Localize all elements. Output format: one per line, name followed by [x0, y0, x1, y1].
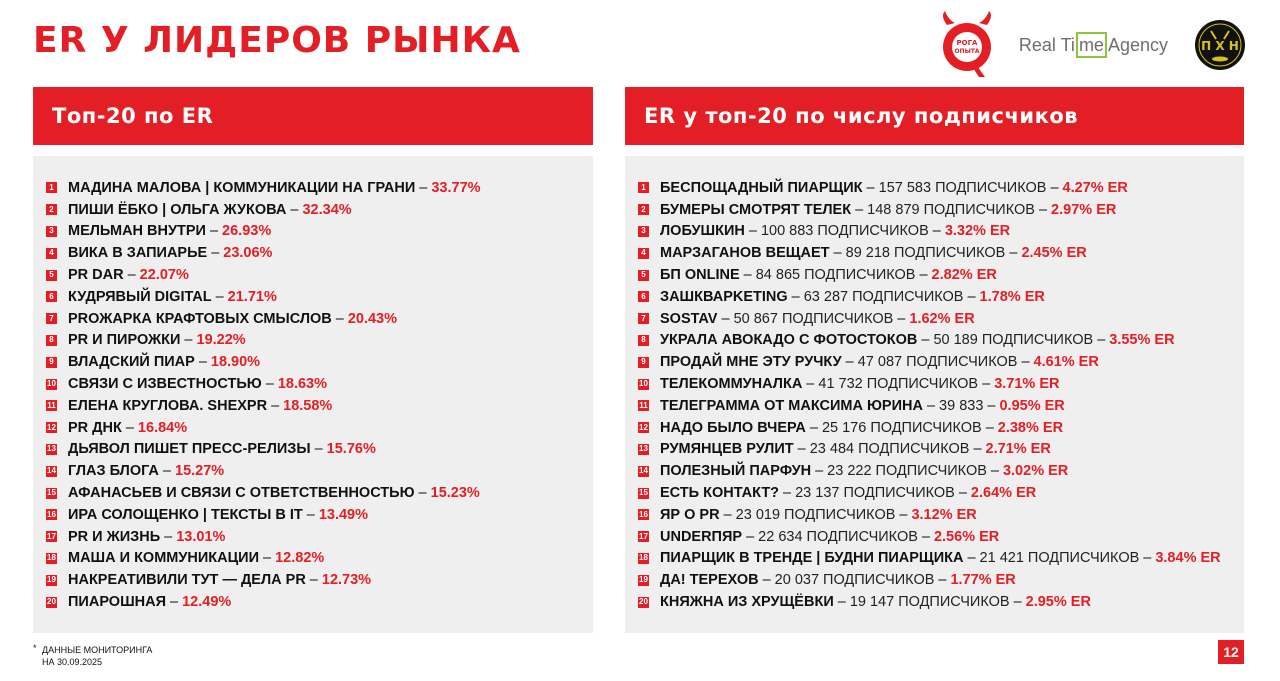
list-item: [46, 569, 593, 591]
list-item: [46, 286, 593, 308]
rank-badge: 12: [639, 422, 648, 432]
channel-name: КНЯЖНА ИЗ ХРУЩЁВКИ: [660, 594, 834, 611]
er-value: 23.06%: [223, 245, 273, 262]
separator-dash: –: [932, 223, 941, 240]
channel-name: МЕЛЬМАН ВНУТРИ: [68, 223, 206, 240]
list-item: [46, 482, 593, 504]
rank-badge: 18: [47, 553, 56, 563]
separator-dash: –: [806, 376, 815, 393]
footnote-line2: НА 30.09.2025: [42, 657, 103, 667]
separator-dash: –: [263, 550, 272, 567]
subscriber-count: 19 147 ПОДПИСЧИКОВ: [849, 594, 1010, 611]
svg-text:ОПЫТА: ОПЫТА: [954, 48, 980, 55]
er-value: 2.71% ER: [985, 441, 1051, 458]
rank-badge: 10: [47, 379, 56, 389]
er-value: 3.84% ER: [1155, 550, 1221, 567]
separator-dash: –: [211, 245, 220, 262]
rank-badge: 11: [47, 400, 56, 410]
rank-badge: 2: [46, 204, 57, 215]
er-value: 12.73%: [321, 572, 372, 589]
separator-dash: –: [866, 179, 875, 196]
page-title: ER У ЛИДЕРОВ РЫНКА: [33, 20, 521, 61]
separator-dash: –: [314, 441, 323, 458]
list-item: [46, 373, 593, 395]
separator-dash: –: [265, 376, 274, 393]
list-item: [638, 264, 1244, 286]
rta-box: [1076, 32, 1107, 58]
separator-dash: –: [309, 572, 318, 589]
rank-badge: 20: [639, 597, 648, 607]
separator-dash: –: [990, 463, 999, 480]
list-item: [638, 569, 1244, 591]
subscriber-count: 23 137 ПОДПИСЧИКОВ: [795, 485, 955, 502]
er-value: 1.77% ER: [950, 572, 1016, 589]
subscriber-count: 20 037 ПОДПИСЧИКОВ: [774, 572, 935, 589]
er-value: 2.45% ER: [1021, 245, 1087, 262]
er-value: 1.62% ER: [909, 310, 975, 327]
channel-name: ПИШИ ЁБКО | ОЛЬГА ЖУКОВА: [68, 201, 287, 218]
list-item: [638, 221, 1244, 243]
rank-badge: 5: [46, 270, 57, 281]
rank-badge: 8: [46, 335, 57, 346]
separator-dash: –: [938, 572, 947, 589]
subscriber-count: 25 176 ПОДПИСЧИКОВ: [821, 419, 982, 436]
channel-name: ПИАРЩИК В ТРЕНДЕ | БУДНИ ПИАРЩИКА: [660, 550, 964, 567]
rank-badge: 9: [46, 357, 57, 368]
er-value: 2.64% ER: [970, 485, 1037, 502]
list-item: [638, 373, 1244, 395]
list-item: [46, 504, 593, 526]
list-item: [638, 482, 1244, 504]
channel-name: МАРЗАГАНОВ ВЕЩАЕТ: [660, 245, 830, 262]
separator-dash: –: [271, 397, 280, 414]
subscriber-count: 23 019 ПОДПИСЧИКОВ: [735, 506, 896, 523]
separator-dash: –: [418, 485, 427, 502]
rank-badge: 6: [638, 291, 649, 302]
separator-dash: –: [926, 397, 936, 414]
er-value: 12.82%: [275, 550, 325, 567]
list-item: [638, 591, 1244, 613]
list-item: [46, 439, 593, 461]
separator-dash: –: [809, 419, 818, 436]
separator-dash: –: [209, 223, 219, 240]
er-value: 2.97% ER: [1051, 201, 1117, 218]
rank-badge: 3: [638, 226, 649, 237]
er-value: 0.95% ER: [999, 397, 1065, 414]
separator-dash: –: [1143, 550, 1152, 567]
top20-er-panel: [33, 87, 593, 633]
separator-dash: –: [1009, 245, 1018, 262]
subscriber-count: 23 222 ПОДПИСЧИКОВ: [827, 463, 987, 480]
channel-name: ПИАРОШНАЯ: [68, 594, 167, 611]
separator-dash: –: [921, 528, 930, 545]
er-value: 3.02% ER: [1002, 463, 1069, 480]
channel-name: МАДИНА МАЛОВА | КОММУНИКАЦИИ НА ГРАНИ: [68, 179, 416, 196]
er-value: 13.01%: [176, 528, 226, 545]
rank-badge: 15: [47, 488, 56, 498]
subscriber-count: 100 883 ПОДПИСЧИКОВ: [760, 223, 929, 240]
channel-name: ВЛАДСКИЙ ПИАР: [68, 354, 195, 371]
rank-badge: 10: [639, 379, 648, 389]
list-item: [46, 330, 593, 352]
er-value: 2.56% ER: [933, 528, 1000, 545]
er-value: 2.82% ER: [931, 267, 997, 284]
separator-dash: –: [985, 419, 994, 436]
separator-dash: –: [815, 463, 824, 480]
rank-badge: 1: [46, 182, 57, 193]
channel-name: PR ДНК: [68, 419, 122, 436]
rank-badge: 4: [46, 248, 57, 259]
er-value: 2.95% ER: [1025, 594, 1091, 611]
er-value: 26.93%: [222, 223, 272, 240]
list-item: [46, 395, 593, 417]
footnote-star: *: [33, 643, 37, 653]
separator-dash: –: [958, 485, 967, 502]
list-item: [46, 417, 593, 439]
channel-name: PR DAR: [68, 267, 124, 284]
subscriber-count: 47 087 ПОДПИСЧИКОВ: [857, 354, 1018, 371]
separator-dash: –: [855, 201, 864, 218]
separator-dash: –: [967, 550, 976, 567]
rank-badge: 5: [638, 270, 649, 281]
separator-dash: –: [335, 310, 344, 327]
channel-name: СВЯЗИ С ИЗВЕСТНОСТЬЮ: [68, 376, 262, 393]
er-value: 2.38% ER: [997, 419, 1064, 436]
er-value: 12.49%: [182, 594, 232, 611]
top20-subscribers-header: ER у топ-20 по числу подписчиков: [625, 87, 1244, 145]
channel-name: ЕЛЕНА КРУГЛОВА. SHEXPR: [68, 397, 268, 414]
list-item: [638, 199, 1244, 221]
channel-name: UNDERПЯР: [660, 528, 743, 545]
er-value: 19.22%: [196, 332, 246, 349]
list-item: [638, 526, 1244, 548]
channel-name: БЕСПОЩАДНЫЙ ПИАРЩИК: [660, 179, 863, 196]
list-item: [46, 242, 593, 264]
separator-dash: –: [797, 441, 806, 458]
rank-badge: 17: [639, 531, 648, 541]
list-item: [638, 417, 1244, 439]
rank-badge: 16: [639, 509, 648, 519]
channel-name: ИРА СОЛОЩЕНКО | ТЕКСТЫ В IT: [68, 506, 303, 523]
list-item: [638, 504, 1244, 526]
separator-dash: –: [899, 506, 908, 523]
rank-badge: 20: [47, 597, 56, 607]
top20-subscribers-list: [638, 177, 1244, 613]
separator-dash: –: [791, 288, 800, 305]
subscriber-count: 50 867 ПОДПИСЧИКОВ: [733, 310, 894, 327]
separator-dash: –: [164, 528, 173, 545]
separator-dash: –: [967, 288, 976, 305]
channel-name: ЛОБУШКИН: [660, 223, 745, 240]
channel-name: АФАНАСЬЕВ И СВЯЗИ С ОТВЕТСТВЕННОСТЬЮ: [68, 485, 415, 502]
list-item: [638, 548, 1244, 570]
separator-dash: –: [833, 245, 842, 262]
list-item: [638, 308, 1244, 330]
separator-dash: –: [973, 441, 982, 458]
list-item: [46, 351, 593, 373]
channel-name: НАКРЕАТИВИЛИ ТУТ — ДЕЛА PR: [68, 572, 306, 589]
separator-dash: –: [987, 397, 996, 414]
list-item: [638, 330, 1244, 352]
separator-dash: –: [170, 594, 179, 611]
separator-dash: –: [837, 594, 846, 611]
separator-dash: –: [743, 267, 752, 284]
channel-name: НАДО БЫЛО ВЧЕРА: [660, 419, 806, 436]
channel-name: ДЬЯВОЛ ПИШЕТ ПРЕСС-РЕЛИЗЫ: [68, 441, 311, 458]
rta-text-part3: Agency: [1107, 34, 1168, 55]
channel-name: ЯР О PR: [660, 506, 720, 523]
top20-subscribers-panel: [625, 87, 1244, 633]
channel-name: PR И ПИРОЖКИ: [68, 332, 181, 349]
er-value: 3.71% ER: [994, 376, 1060, 393]
er-value: 3.32% ER: [944, 223, 1011, 240]
list-item: [638, 439, 1244, 461]
list-item: [638, 242, 1244, 264]
rank-badge: 11: [639, 400, 648, 410]
top20-er-list: [46, 177, 593, 613]
rank-badge: 18: [639, 553, 648, 563]
list-item: [46, 548, 593, 570]
channel-name: ЗАШКВАРKETING: [660, 288, 788, 305]
svg-text:РОГА: РОГА: [956, 39, 978, 47]
er-value: 4.61% ER: [1033, 354, 1099, 371]
rank-badge: 6: [46, 291, 57, 302]
er-value: 18.63%: [277, 376, 328, 393]
separator-dash: –: [290, 201, 299, 218]
channel-name: SOSTAV: [660, 310, 718, 327]
channel-name: УКРАЛА АВОКАДО С ФОТОСТОКОВ: [660, 332, 918, 349]
channel-name: ПОЛЕЗНЫЙ ПАРФУН: [660, 463, 812, 480]
list-item: [46, 177, 593, 199]
separator-dash: –: [198, 354, 207, 371]
list-item: [46, 526, 593, 548]
page-number: 12: [1218, 640, 1244, 664]
er-value: 21.71%: [227, 288, 277, 305]
subscriber-count: 148 879 ПОДПИСЧИКОВ: [867, 201, 1035, 218]
subscriber-count: 39 833: [939, 397, 984, 414]
er-value: 4.27% ER: [1062, 179, 1128, 196]
rank-badge: 2: [638, 204, 649, 215]
rank-badge: 19: [639, 575, 648, 585]
separator-dash: –: [919, 267, 928, 284]
rank-badge: 12: [47, 422, 56, 432]
real-time-agency-logo: [1019, 30, 1168, 60]
logos: [939, 10, 1246, 80]
channel-name: PR И ЖИЗНЬ: [68, 528, 161, 545]
rank-badge: 15: [639, 488, 648, 498]
channel-name: ВИКА В ЗАПИАРЬЕ: [68, 245, 208, 262]
footnote-line1: ДАННЫЕ МОНИТОРИНГА: [42, 645, 153, 655]
er-value: 1.78% ER: [979, 288, 1045, 305]
er-value: 20.43%: [347, 310, 398, 327]
channel-name: PRОЖАРКА КРАФТОВЫХ СМЫСЛОВ: [68, 310, 332, 327]
rank-badge: 3: [46, 226, 57, 237]
channel-name: ДА! ТЕРЕХОВ: [660, 572, 759, 589]
subscriber-count: 89 218 ПОДПИСЧИКОВ: [845, 245, 1006, 262]
separator-dash: –: [748, 223, 757, 240]
top20-subscribers-body: [625, 156, 1244, 633]
channel-name: ПРОДАЙ МНЕ ЭТУ РУЧКУ: [660, 354, 842, 371]
subscriber-count: 23 484 ПОДПИСЧИКОВ: [809, 441, 970, 458]
subscriber-count: 63 287 ПОДПИСЧИКОВ: [803, 288, 964, 305]
er-value: 16.84%: [137, 419, 188, 436]
separator-dash: –: [746, 528, 755, 545]
channel-name: ЕСТЬ КОНТАКТ?: [660, 485, 780, 502]
svg-text:П Х Н: П Х Н: [1201, 39, 1239, 53]
rank-badge: 7: [638, 313, 649, 324]
channel-name: БП ONLINE: [660, 267, 740, 284]
separator-dash: –: [723, 506, 732, 523]
er-value: 18.90%: [210, 354, 261, 371]
list-item: [638, 351, 1244, 373]
channel-name: КУДРЯВЫЙ DIGITAL: [68, 288, 212, 305]
separator-dash: –: [184, 332, 193, 349]
er-value: 15.76%: [326, 441, 376, 458]
list-item: [638, 395, 1244, 417]
rank-badge: 17: [47, 531, 56, 541]
separator-dash: –: [1021, 354, 1030, 371]
separator-dash: –: [845, 354, 854, 371]
er-value: 33.77%: [431, 179, 481, 196]
list-item: [638, 286, 1244, 308]
er-value: 3.55% ER: [1109, 332, 1175, 349]
er-value: 15.23%: [430, 485, 480, 502]
separator-dash: –: [921, 332, 930, 349]
separator-dash: –: [1050, 179, 1059, 196]
separator-dash: –: [1038, 201, 1048, 218]
separator-dash: –: [1097, 332, 1106, 349]
rank-badge: 14: [639, 466, 648, 476]
er-value: 32.34%: [302, 201, 352, 218]
subscriber-count: 41 732 ПОДПИСЧИКОВ: [818, 376, 979, 393]
separator-dash: –: [783, 485, 792, 502]
list-item: [46, 221, 593, 243]
subscriber-count: 50 189 ПОДПИСЧИКОВ: [933, 332, 1094, 349]
list-item: [46, 264, 593, 286]
er-value: 13.49%: [318, 506, 368, 523]
list-item: [638, 460, 1244, 482]
pxn-logo-icon: [1194, 19, 1246, 71]
rank-badge: 16: [47, 509, 56, 519]
er-value: 3.12% ER: [911, 506, 977, 523]
separator-dash: –: [127, 267, 136, 284]
separator-dash: –: [762, 572, 771, 589]
er-value: 18.58%: [283, 397, 333, 414]
separator-dash: –: [215, 288, 224, 305]
rank-badge: 1: [638, 182, 649, 193]
list-item: [46, 460, 593, 482]
channel-name: МАША И КОММУНИКАЦИИ: [68, 550, 260, 567]
separator-dash: –: [306, 506, 315, 523]
list-item: [46, 591, 593, 613]
rank-badge: 7: [46, 313, 57, 324]
separator-dash: –: [162, 463, 171, 480]
er-value: 15.27%: [175, 463, 225, 480]
rta-text-part2: me: [1078, 35, 1104, 55]
roga-opyta-logo-icon: [939, 11, 995, 79]
rank-badge: 13: [47, 444, 56, 454]
list-item: [638, 177, 1244, 199]
separator-dash: –: [897, 310, 906, 327]
rank-badge: 9: [638, 357, 649, 368]
top20-er-header: Топ-20 по ER: [33, 87, 593, 145]
rank-badge: 4: [638, 248, 649, 259]
separator-dash: –: [721, 310, 730, 327]
er-value: 22.07%: [139, 267, 189, 284]
list-item: [46, 199, 593, 221]
separator-dash: –: [1013, 594, 1022, 611]
separator-dash: –: [982, 376, 991, 393]
rank-badge: 19: [47, 575, 56, 585]
rank-badge: 13: [639, 444, 648, 454]
separator-dash: –: [125, 419, 134, 436]
subscriber-count: 21 421 ПОДПИСЧИКОВ: [979, 550, 1140, 567]
list-item: [46, 308, 593, 330]
channel-name: ТЕЛЕКОММУНАЛКА: [660, 376, 803, 393]
rank-badge: 14: [47, 466, 56, 476]
separator-dash: –: [419, 179, 428, 196]
top20-er-body: [33, 156, 593, 633]
subscriber-count: 22 634 ПОДПИСЧИКОВ: [758, 528, 918, 545]
channel-name: БУМЕРЫ СМОТРЯТ ТЕЛЕК: [660, 201, 852, 218]
rank-badge: 8: [638, 335, 649, 346]
channel-name: РУМЯНЦЕВ РУЛИТ: [660, 441, 794, 458]
rta-text-part1: Real Ti: [1018, 34, 1075, 55]
subscriber-count: 157 583 ПОДПИСЧИКОВ: [878, 179, 1047, 196]
channel-name: ТЕЛЕГРАММА ОТ МАКСИМА ЮРИНА: [660, 397, 923, 414]
subscriber-count: 84 865 ПОДПИСЧИКОВ: [755, 267, 916, 284]
channel-name: ГЛАЗ БЛОГА: [68, 463, 159, 480]
footnote: [33, 644, 152, 668]
